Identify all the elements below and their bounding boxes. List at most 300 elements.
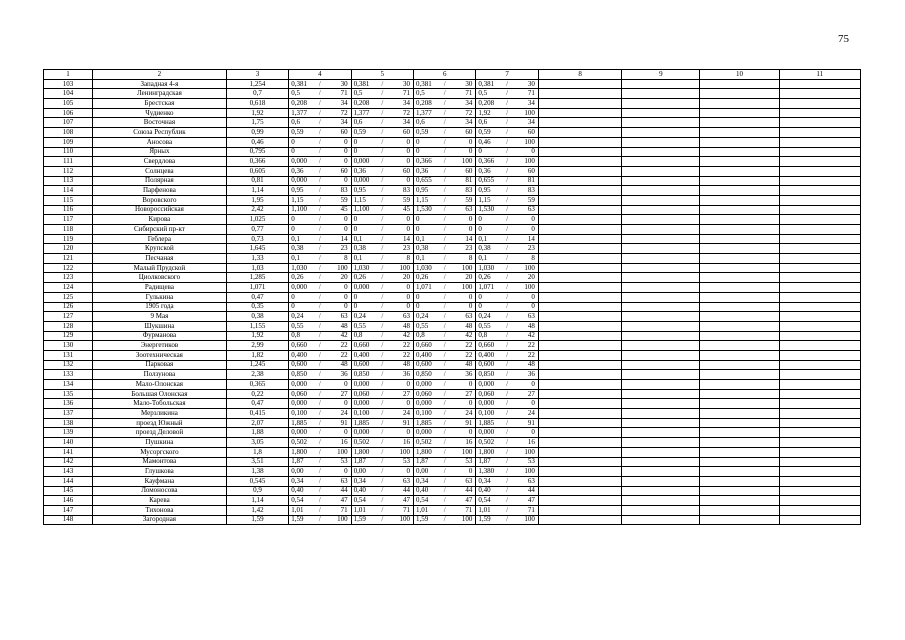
table-row	[44, 195, 861, 205]
col7-value-cell: 0,55	[476, 321, 504, 331]
col6-percent-cell: 72	[448, 108, 476, 118]
street-name-cell: Новороссийская	[93, 205, 227, 215]
col4-separator: /	[317, 263, 324, 273]
table-row	[44, 428, 861, 438]
col8-empty-cell	[538, 467, 622, 477]
table-row	[44, 234, 861, 244]
col5-separator: /	[379, 341, 386, 351]
street-name-cell: Глушкова	[93, 467, 227, 477]
col7-separator: /	[504, 89, 511, 99]
street-name-cell: Сибирский пр-кт	[93, 225, 227, 235]
col5-separator: /	[379, 186, 386, 196]
col9-empty-cell	[622, 147, 700, 157]
col5-separator: /	[379, 428, 386, 438]
col5-separator: /	[379, 108, 386, 118]
col7-value-cell: 0,400	[476, 350, 504, 360]
col10-empty-cell	[700, 89, 779, 99]
col4-separator: /	[317, 215, 324, 225]
row-number-cell: 104	[44, 89, 93, 99]
total-length-cell: 0,7	[226, 89, 288, 99]
col4-separator: /	[317, 515, 324, 525]
col6-value-cell: 0,26	[414, 273, 442, 283]
row-number-cell: 118	[44, 225, 93, 235]
col11-empty-cell	[779, 370, 860, 380]
col5-value-cell: 1,885	[351, 418, 379, 428]
row-number-cell: 122	[44, 263, 93, 273]
total-length-cell: 1,645	[226, 244, 288, 254]
col5-separator: /	[379, 447, 386, 457]
col4-percent-cell: 0	[323, 428, 351, 438]
col7-value-cell: 0,655	[476, 176, 504, 186]
col7-value-cell: 0,366	[476, 157, 504, 167]
col8-empty-cell	[538, 166, 622, 176]
col10-empty-cell	[700, 147, 779, 157]
col8-empty-cell	[538, 350, 622, 360]
col5-value-cell: 1,377	[351, 108, 379, 118]
table-row	[44, 389, 861, 399]
col6-percent-cell: 91	[448, 418, 476, 428]
col4-value-cell: 0,502	[289, 438, 317, 448]
col11-empty-cell	[779, 428, 860, 438]
table-row	[44, 321, 861, 331]
col5-percent-cell: 59	[386, 195, 414, 205]
col5-value-cell: 0,400	[351, 350, 379, 360]
col4-value-cell: 1,59	[289, 515, 317, 525]
col11-empty-cell	[779, 186, 860, 196]
street-name-cell: Ярных	[93, 147, 227, 157]
col9-empty-cell	[622, 496, 700, 506]
col4-percent-cell: 16	[323, 438, 351, 448]
col8-empty-cell	[538, 505, 622, 515]
col4-percent-cell: 22	[323, 341, 351, 351]
col5-value-cell: 0,600	[351, 360, 379, 370]
col4-separator: /	[317, 157, 324, 167]
col4-percent-cell: 30	[323, 79, 351, 89]
col4-percent-cell: 0	[323, 283, 351, 293]
col5-value-cell: 0,000	[351, 176, 379, 186]
col7-percent-cell: 0	[510, 380, 538, 390]
col7-separator: /	[504, 292, 511, 302]
col10-empty-cell	[700, 302, 779, 312]
col11-empty-cell	[779, 360, 860, 370]
col7-value-cell: 0,34	[476, 476, 504, 486]
col9-empty-cell	[622, 89, 700, 99]
row-number-cell: 117	[44, 215, 93, 225]
col6-percent-cell: 100	[448, 447, 476, 457]
col8-empty-cell	[538, 321, 622, 331]
row-number-cell: 128	[44, 321, 93, 331]
row-number-cell: 109	[44, 137, 93, 147]
col8-empty-cell	[538, 79, 622, 89]
col7-value-cell: 0,502	[476, 438, 504, 448]
col7-value-cell: 0	[476, 302, 504, 312]
col5-value-cell: 0,5	[351, 89, 379, 99]
col5-value-cell: 0	[351, 292, 379, 302]
col9-empty-cell	[622, 186, 700, 196]
col7-value-cell: 0,1	[476, 234, 504, 244]
col8-empty-cell	[538, 418, 622, 428]
col5-percent-cell: 44	[386, 486, 414, 496]
col11-empty-cell	[779, 447, 860, 457]
row-number-cell: 115	[44, 195, 93, 205]
col6-percent-cell: 0	[448, 292, 476, 302]
header-col-5: 5	[351, 70, 413, 80]
col4-percent-cell: 34	[323, 99, 351, 109]
total-length-cell: 0,47	[226, 292, 288, 302]
col7-value-cell: 0,54	[476, 496, 504, 506]
col7-percent-cell: 100	[510, 263, 538, 273]
col5-value-cell: 0,34	[351, 476, 379, 486]
col8-empty-cell	[538, 128, 622, 138]
row-number-cell: 139	[44, 428, 93, 438]
col4-separator: /	[317, 128, 324, 138]
col11-empty-cell	[779, 254, 860, 264]
col5-percent-cell: 0	[386, 283, 414, 293]
col9-empty-cell	[622, 312, 700, 322]
col7-value-cell: 0,100	[476, 409, 504, 419]
col7-separator: /	[504, 476, 511, 486]
col4-value-cell: 0,660	[289, 341, 317, 351]
col7-separator: /	[504, 438, 511, 448]
col5-separator: /	[379, 486, 386, 496]
col7-percent-cell: 42	[510, 331, 538, 341]
col7-percent-cell: 20	[510, 273, 538, 283]
row-number-cell: 108	[44, 128, 93, 138]
col4-percent-cell: 0	[323, 380, 351, 390]
col7-percent-cell: 60	[510, 128, 538, 138]
col7-value-cell: 0,46	[476, 137, 504, 147]
col4-separator: /	[317, 321, 324, 331]
col11-empty-cell	[779, 331, 860, 341]
col7-separator: /	[504, 137, 511, 147]
col5-separator: /	[379, 292, 386, 302]
col9-empty-cell	[622, 176, 700, 186]
col9-empty-cell	[622, 234, 700, 244]
col5-percent-cell: 100	[386, 515, 414, 525]
row-number-cell: 126	[44, 302, 93, 312]
street-name-cell: Парфенова	[93, 186, 227, 196]
col6-value-cell: 0,208	[414, 99, 442, 109]
col4-percent-cell: 60	[323, 128, 351, 138]
col10-empty-cell	[700, 515, 779, 525]
col7-value-cell: 0,660	[476, 341, 504, 351]
col6-percent-cell: 63	[448, 312, 476, 322]
col6-separator: /	[441, 215, 448, 225]
col4-value-cell: 0,59	[289, 128, 317, 138]
row-number-cell: 130	[44, 341, 93, 351]
col7-value-cell: 1,885	[476, 418, 504, 428]
col6-separator: /	[441, 457, 448, 467]
col11-empty-cell	[779, 166, 860, 176]
table-row	[44, 370, 861, 380]
col5-value-cell: 0,000	[351, 157, 379, 167]
col6-percent-cell: 60	[448, 128, 476, 138]
col11-empty-cell	[779, 399, 860, 409]
col5-separator: /	[379, 176, 386, 186]
street-name-cell: Мамонтова	[93, 457, 227, 467]
table-row	[44, 438, 861, 448]
street-name-cell: Ломоносова	[93, 486, 227, 496]
col6-percent-cell: 0	[448, 399, 476, 409]
col4-value-cell: 1,377	[289, 108, 317, 118]
col7-percent-cell: 100	[510, 447, 538, 457]
col6-percent-cell: 63	[448, 476, 476, 486]
col4-separator: /	[317, 118, 324, 128]
col6-percent-cell: 48	[448, 321, 476, 331]
col11-empty-cell	[779, 99, 860, 109]
col7-separator: /	[504, 176, 511, 186]
row-number-cell: 119	[44, 234, 93, 244]
col7-separator: /	[504, 205, 511, 215]
table-row	[44, 108, 861, 118]
col5-percent-cell: 8	[386, 254, 414, 264]
col4-separator: /	[317, 331, 324, 341]
col8-empty-cell	[538, 312, 622, 322]
col4-percent-cell: 22	[323, 350, 351, 360]
col10-empty-cell	[700, 350, 779, 360]
col9-empty-cell	[622, 225, 700, 235]
col9-empty-cell	[622, 447, 700, 457]
col7-separator: /	[504, 389, 511, 399]
table-row	[44, 186, 861, 196]
col6-value-cell: 1,87	[414, 457, 442, 467]
col5-percent-cell: 0	[386, 147, 414, 157]
col11-empty-cell	[779, 476, 860, 486]
col9-empty-cell	[622, 273, 700, 283]
street-name-cell: Западная 4-я	[93, 79, 227, 89]
col11-empty-cell	[779, 515, 860, 525]
col7-value-cell: 0,208	[476, 99, 504, 109]
col4-percent-cell: 53	[323, 457, 351, 467]
row-number-cell: 106	[44, 108, 93, 118]
col4-percent-cell: 0	[323, 399, 351, 409]
col6-value-cell: 0,34	[414, 476, 442, 486]
col7-separator: /	[504, 380, 511, 390]
total-length-cell: 3,51	[226, 457, 288, 467]
col6-value-cell: 0,8	[414, 331, 442, 341]
col6-value-cell: 0,95	[414, 186, 442, 196]
col7-separator: /	[504, 244, 511, 254]
col11-empty-cell	[779, 108, 860, 118]
total-length-cell: 0,35	[226, 302, 288, 312]
table-row	[44, 515, 861, 525]
col5-value-cell: 0,59	[351, 128, 379, 138]
col5-percent-cell: 83	[386, 186, 414, 196]
table-row	[44, 166, 861, 176]
col5-percent-cell: 91	[386, 418, 414, 428]
col11-empty-cell	[779, 273, 860, 283]
street-name-cell: Гулькина	[93, 292, 227, 302]
col10-empty-cell	[700, 360, 779, 370]
col7-percent-cell: 100	[510, 283, 538, 293]
row-number-cell: 145	[44, 486, 93, 496]
col10-empty-cell	[700, 380, 779, 390]
col6-percent-cell: 8	[448, 254, 476, 264]
col11-empty-cell	[779, 438, 860, 448]
col4-separator: /	[317, 476, 324, 486]
col4-separator: /	[317, 467, 324, 477]
total-length-cell: 2,99	[226, 341, 288, 351]
col10-empty-cell	[700, 496, 779, 506]
col5-value-cell: 0	[351, 215, 379, 225]
col4-separator: /	[317, 418, 324, 428]
col10-empty-cell	[700, 225, 779, 235]
street-name-cell: 1905 года	[93, 302, 227, 312]
col4-percent-cell: 47	[323, 496, 351, 506]
col4-value-cell: 0,34	[289, 476, 317, 486]
col10-empty-cell	[700, 418, 779, 428]
col7-separator: /	[504, 195, 511, 205]
col5-separator: /	[379, 225, 386, 235]
col6-percent-cell: 60	[448, 166, 476, 176]
col5-percent-cell: 34	[386, 99, 414, 109]
row-number-cell: 132	[44, 360, 93, 370]
col9-empty-cell	[622, 467, 700, 477]
col6-value-cell: 0,600	[414, 360, 442, 370]
col5-percent-cell: 27	[386, 389, 414, 399]
col10-empty-cell	[700, 79, 779, 89]
col7-percent-cell: 83	[510, 186, 538, 196]
col5-value-cell: 1,15	[351, 195, 379, 205]
table-row	[44, 467, 861, 477]
col7-percent-cell: 47	[510, 496, 538, 506]
col4-value-cell: 1,100	[289, 205, 317, 215]
col4-percent-cell: 60	[323, 166, 351, 176]
col10-empty-cell	[700, 176, 779, 186]
col5-percent-cell: 71	[386, 505, 414, 515]
col5-value-cell: 0,060	[351, 389, 379, 399]
col6-separator: /	[441, 89, 448, 99]
col6-value-cell: 1,800	[414, 447, 442, 457]
col9-empty-cell	[622, 195, 700, 205]
table-row	[44, 457, 861, 467]
col8-empty-cell	[538, 244, 622, 254]
col4-separator: /	[317, 360, 324, 370]
col5-value-cell: 1,87	[351, 457, 379, 467]
col5-percent-cell: 0	[386, 215, 414, 225]
col4-separator: /	[317, 89, 324, 99]
col7-separator: /	[504, 79, 511, 89]
col5-percent-cell: 23	[386, 244, 414, 254]
col11-empty-cell	[779, 157, 860, 167]
col5-percent-cell: 0	[386, 302, 414, 312]
total-length-cell: 2,38	[226, 370, 288, 380]
street-name-cell: Мерзликина	[93, 409, 227, 419]
col7-separator: /	[504, 263, 511, 273]
col7-percent-cell: 34	[510, 118, 538, 128]
col10-empty-cell	[700, 108, 779, 118]
col5-separator: /	[379, 79, 386, 89]
col5-value-cell: 1,100	[351, 205, 379, 215]
col5-separator: /	[379, 505, 386, 515]
col6-percent-cell: 71	[448, 89, 476, 99]
col4-value-cell: 0	[289, 147, 317, 157]
col6-separator: /	[441, 108, 448, 118]
col8-empty-cell	[538, 476, 622, 486]
col4-percent-cell: 42	[323, 331, 351, 341]
col4-separator: /	[317, 428, 324, 438]
col5-percent-cell: 47	[386, 496, 414, 506]
col5-percent-cell: 60	[386, 128, 414, 138]
col6-percent-cell: 100	[448, 515, 476, 525]
col6-value-cell: 0	[414, 137, 442, 147]
col7-separator: /	[504, 505, 511, 515]
col6-separator: /	[441, 380, 448, 390]
col7-separator: /	[504, 341, 511, 351]
col9-empty-cell	[622, 137, 700, 147]
total-length-cell: 2,07	[226, 418, 288, 428]
col5-percent-cell: 36	[386, 370, 414, 380]
row-number-cell: 141	[44, 447, 93, 457]
col6-value-cell: 1,01	[414, 505, 442, 515]
col6-value-cell: 0,660	[414, 341, 442, 351]
table-row	[44, 157, 861, 167]
col4-separator: /	[317, 244, 324, 254]
col8-empty-cell	[538, 273, 622, 283]
col8-empty-cell	[538, 302, 622, 312]
table-row	[44, 360, 861, 370]
col9-empty-cell	[622, 380, 700, 390]
col7-value-cell: 0,59	[476, 128, 504, 138]
table-row	[44, 476, 861, 486]
col7-percent-cell: 100	[510, 137, 538, 147]
col9-empty-cell	[622, 215, 700, 225]
col7-percent-cell: 71	[510, 89, 538, 99]
col6-percent-cell: 0	[448, 147, 476, 157]
total-length-cell: 0,618	[226, 99, 288, 109]
col6-percent-cell: 30	[448, 79, 476, 89]
row-number-cell: 125	[44, 292, 93, 302]
col11-empty-cell	[779, 321, 860, 331]
col7-separator: /	[504, 312, 511, 322]
col8-empty-cell	[538, 118, 622, 128]
col11-empty-cell	[779, 244, 860, 254]
col4-value-cell: 0	[289, 292, 317, 302]
col9-empty-cell	[622, 476, 700, 486]
col4-value-cell: 0,36	[289, 166, 317, 176]
col4-separator: /	[317, 205, 324, 215]
col7-value-cell: 1,92	[476, 108, 504, 118]
col7-value-cell: 1,01	[476, 505, 504, 515]
col6-separator: /	[441, 350, 448, 360]
col7-value-cell: 1,87	[476, 457, 504, 467]
col10-empty-cell	[700, 263, 779, 273]
col5-separator: /	[379, 496, 386, 506]
col4-percent-cell: 91	[323, 418, 351, 428]
col6-separator: /	[441, 99, 448, 109]
col10-empty-cell	[700, 292, 779, 302]
col4-percent-cell: 0	[323, 292, 351, 302]
col9-empty-cell	[622, 166, 700, 176]
row-number-cell: 105	[44, 99, 93, 109]
col4-percent-cell: 0	[323, 225, 351, 235]
col10-empty-cell	[700, 399, 779, 409]
col4-percent-cell: 0	[323, 157, 351, 167]
col4-value-cell: 1,885	[289, 418, 317, 428]
col8-empty-cell	[538, 292, 622, 302]
total-length-cell: 1,33	[226, 254, 288, 264]
col4-separator: /	[317, 108, 324, 118]
col10-empty-cell	[700, 137, 779, 147]
col7-percent-cell: 63	[510, 205, 538, 215]
header-col-9: 9	[622, 70, 700, 80]
col5-percent-cell: 72	[386, 108, 414, 118]
col5-percent-cell: 48	[386, 321, 414, 331]
street-name-cell: Полярная	[93, 176, 227, 186]
col6-value-cell: 0,400	[414, 350, 442, 360]
col7-percent-cell: 100	[510, 108, 538, 118]
col6-separator: /	[441, 205, 448, 215]
